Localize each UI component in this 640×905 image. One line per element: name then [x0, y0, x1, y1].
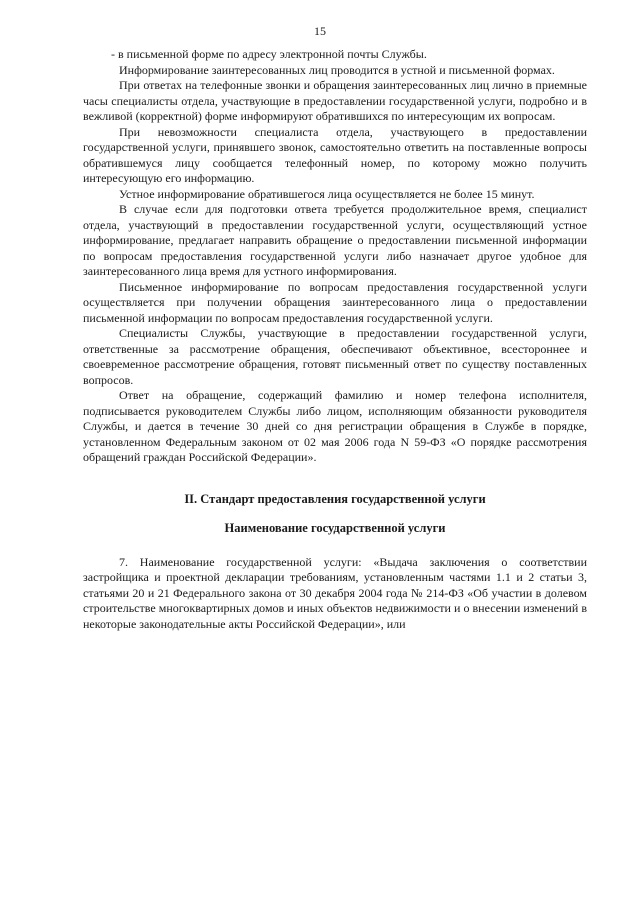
paragraph-answer-signing: Ответ на обращение, содержащий фамилию и номер телефона исполнителя, подписывается руководителем Службы либо лицом, исполняющим обязанности руководителя Службы, и дается в течение 30 дней со дня регистрации обращения в Службе в порядке, установленном Федеральным законом от 02 мая 2006 года N 59-ФЗ «О порядке рассмотрения обращений граждан Российской Федерации».: [83, 388, 587, 464]
paragraph-forms: Информирование заинтересованных лиц проводится в устной и письменной формах.: [119, 62, 555, 77]
section-subheading: Наименование государственной услуги: [224, 521, 446, 535]
paragraph-long-preparation: В случае если для подготовки ответа требуется продолжительное время, специалист отдела, участвующий в предоставлении государственной услуги, осуществляющий устное информирование, предлагает направить обращение о предоставлении письменной информации по вопросам предоставления государственной услуги либо назначает другое удобное для заинтересованного лица время для устного информирования.: [83, 202, 587, 278]
section-heading: II. Стандарт предоставления государственной услуги: [184, 491, 486, 506]
document-body: [83, 47, 587, 632]
paragraph-unable-to-answer: При невозможности специалиста отдела, участвующего в предоставлении государственной услуги, принявшего звонок, самостоятельно ответить на поставленные вопросы обратившемуся лицу сообщается телефонный номер, по которому можно получить интересующую его информацию.: [83, 124, 587, 185]
paragraph-phone-answers: При ответах на телефонные звонки и обращения заинтересованных лиц лично в приемные часы специалисты отдела, участвующие в предоставлении государственной услуги, подробно и в вежливой (корректной) форме информируют обратившихся по интересующим их вопросам.: [83, 78, 587, 123]
paragraph-item-7: 7. Наименование государственной услуги: «Выдача заключения о соответствии застройщика и проектной декларации требованиям, установленным частями 1.1 и 2 статьи 3, статьями 20 и 21 Федерального закона от 30 декабря 2004 года № 214-ФЗ «Об участии в долевом строительстве многоквартирных домов и иных объектов недвижимости и о внесении изменений в некоторые законодательные акты Российской Федерации», или: [83, 554, 587, 631]
paragraph-specialists: Специалисты Службы, участвующие в предоставлении государственной услуги, ответственные за рассмотрение обращения, обеспечивают объективное, всестороннее и своевременное рассмотрение обращения, готовят письменный ответ по существу поставленных вопросов.: [83, 326, 587, 387]
paragraph-written-info: Письменное информирование по вопросам предоставления государственной услуги осуществляется при получении обращения заинтересованного лица о предоставлении письменной информации по вопросам предоставления государственной услуги.: [83, 279, 587, 325]
paragraph-email-form: - в письменной форме по адресу электронной почты Службы.: [111, 47, 427, 61]
page-number: 15: [314, 24, 326, 38]
paragraph-oral-duration: Устное информирование обратившегося лица осуществляется не более 15 минут.: [119, 186, 535, 201]
